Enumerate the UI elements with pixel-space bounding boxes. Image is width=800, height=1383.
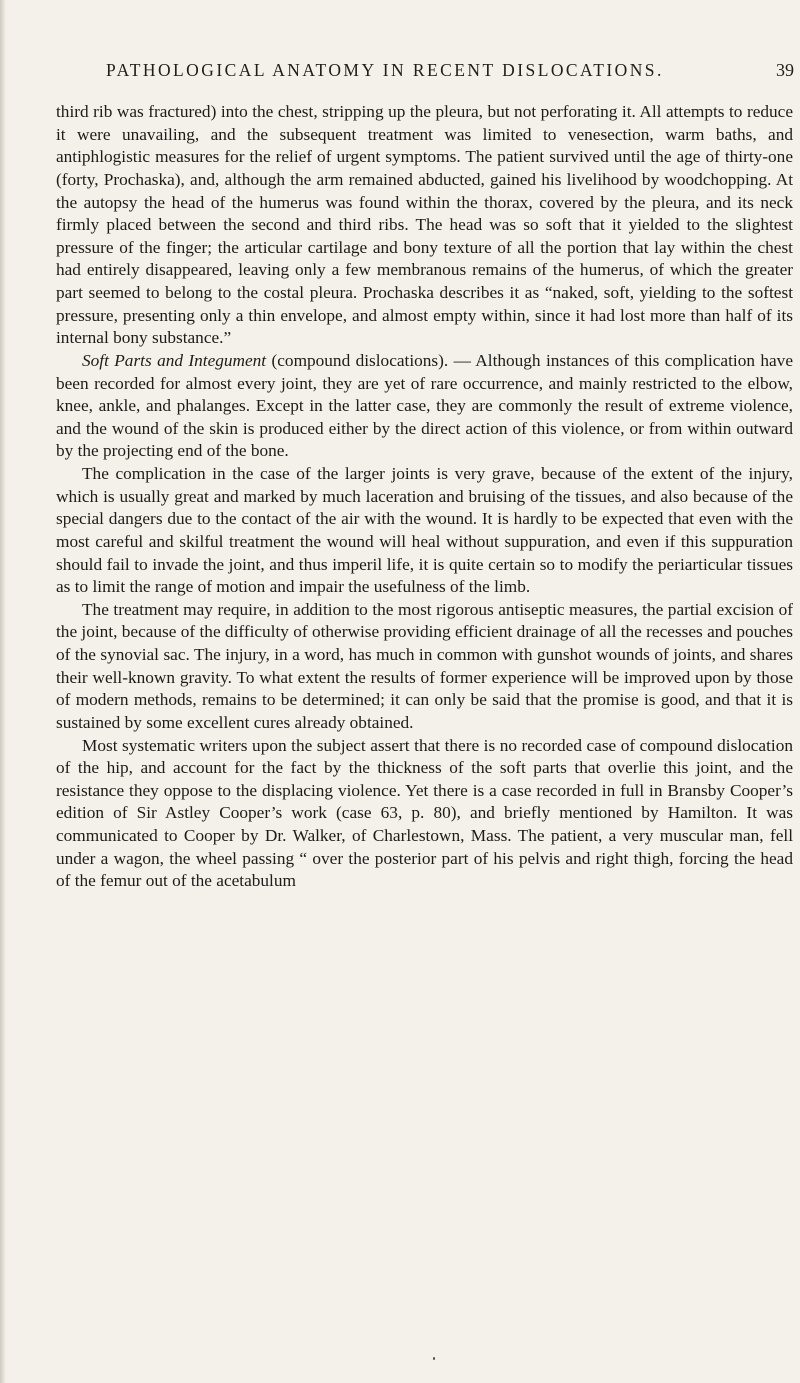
print-speck xyxy=(433,1357,435,1360)
running-title: PATHOLOGICAL ANATOMY IN RECENT DISLOCATIONS. xyxy=(106,60,664,80)
paragraph xyxy=(56,735,793,893)
paragraph-text: The complication in the case of the larger joints is very grave, because of the extent of the injury, which is usually great and marked by much laceration and bruising of the tissues, and also because of the special dangers due to the contact of the air with the wound. It is hardly to be expected that even with the most careful and skilful treatment the wound will heal without suppuration, and even if this suppuration should fail to invade the joint, and thus imperil life, it is quite certain so to modify the periarticular tissues as to limit the range of motion and impair the usefulness of the limb. xyxy=(56,464,793,597)
paragraph xyxy=(56,463,793,599)
paragraph-text: The treatment may require, in addition to the most rigorous antiseptic measures, the partial excision of the joint, because of the difficulty of otherwise providing efficient drainage of all the recesses and pouches of the synovial sac. The injury, in a word, has much in common with gunshot wounds of joints, and shares their well-known gravity. To what extent the results of former experience will be improved upon by those of modern methods, remains to be determined; it can only be said that the promise is good, and that it is sustained by some excellent cures already obtained. xyxy=(56,599,793,732)
paragraph-text: third rib was fractured) into the chest, stripping up the pleura, but not perforating it. All attempts to reduce it were unavailing, and the subsequent treatment was limited to venesection, warm baths, and antiphlogistic measures for the relief of urgent symptoms. The patient survived until the age of thirty-one (forty, Prochaska), and, although the arm remained abducted, gained his livelihood by woodchopping. At the autopsy the head of the humerus was found within the thorax, covered by the pleura, and its neck firmly placed between the second and third ribs. The head was so soft that it yielded to the slightest pressure of the finger; the articular cartilage and bony texture of all the portion that lay within the chest had entirely disappeared, leaving only a few membranous remains of the humerus, of which the greater part seemed to belong to the costal pleura. Prochaska describes it as “naked, soft, yielding to the softest pressure, presenting only a thin envelope, and almost empty within, since it had lost more than half of its internal bony substance.” xyxy=(56,102,793,348)
page-binding-edge xyxy=(0,0,6,1383)
paragraph-text: Most systematic writers upon the subject assert that there is no recorded case of compound dislocation of the hip, and account for the fact by the thickness of the soft parts that overlie this joint, and the resistance they oppose to the displacing violence. Yet there is a case recorded in full in Bransby Cooper’s edition of Sir Astley Cooper’s work (case 63, p. 80), and briefly mentioned by Hamilton. It was communicated to Cooper by Dr. Walker, of Charlestown, Mass. The patient, a very muscular man, fell under a wagon, the wheel passing “ over the posterior part of his pelvis and right thigh, forcing the head of the femur out of the acetabulum xyxy=(56,735,793,891)
paragraph-soft-parts xyxy=(56,350,793,463)
section-heading: Soft Parts and Integument xyxy=(82,350,267,370)
paragraph-continued xyxy=(56,101,793,350)
paragraph xyxy=(56,599,793,735)
paragraph-text: (compound dislocations). — Although instances of this complication have been recorded for almost every joint, they are yet of rare occurrence, and mainly restricted to the elbow, knee, ankle, and phalanges. Except in the latter case, they are commonly the result of extreme violence, and the wound of the skin is produced either by the direct action of this violence, or from within outward by the projecting end of the bone. xyxy=(56,350,793,461)
page-number: 39 xyxy=(776,60,794,80)
running-header xyxy=(106,60,794,84)
body-text xyxy=(56,101,793,893)
